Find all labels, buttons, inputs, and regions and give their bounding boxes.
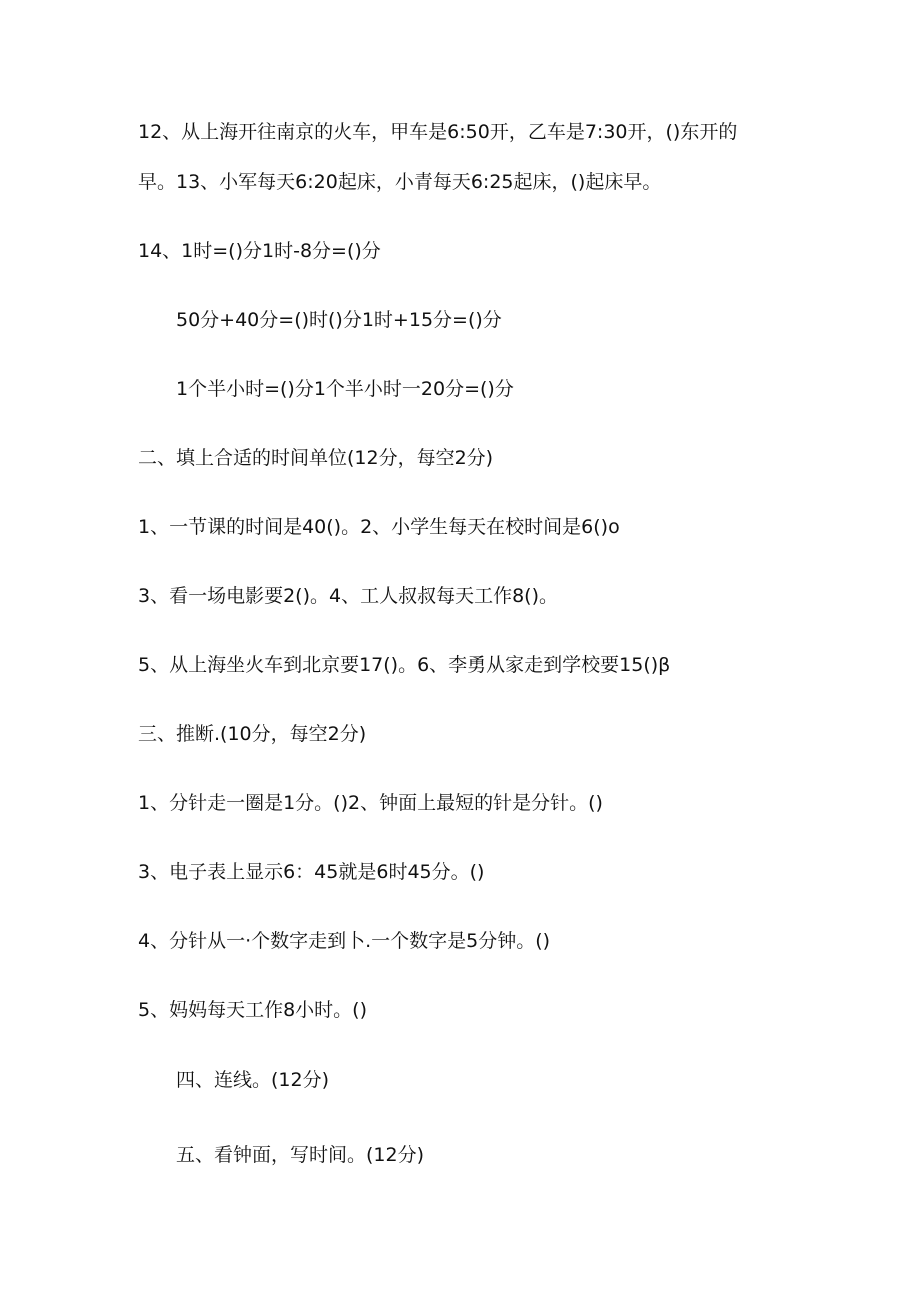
question-12-13-line-2: 早。13、小军每天6:20起床，小青每天6:25起床，()起床早。 <box>138 171 662 193</box>
section-5-heading: 五、看钟面，写时间。(12分) <box>176 1144 425 1166</box>
question-14-line-1: 14、1时=()分1时-8分=()分 <box>138 240 381 262</box>
section-3-q4: 4、分针从一·个数字走到卜.一个数字是5分钟。() <box>138 930 551 952</box>
section-3-heading: 三、推断.(10分，每空2分) <box>138 723 367 745</box>
section-2-q3-q4: 3、看一场电影要2()。4、工人叔叔每天工作8()。 <box>138 585 559 607</box>
section-3-q1-q2: 1、分针走一圈是1分。()2、钟面上最短的针是分针。() <box>138 792 603 814</box>
question-14-line-2: 50分+40分=()时()分1时+15分=()分 <box>176 309 502 331</box>
section-2-heading: 二、填上合适的时间单位(12分，每空2分) <box>138 447 494 469</box>
section-3-q3: 3、电子表上显示6：45就是6时45分。() <box>138 861 485 883</box>
question-14-line-3: 1个半小时=()分1个半小时一20分=()分 <box>176 378 514 400</box>
section-4-heading: 四、连线。(12分) <box>176 1069 330 1091</box>
section-2-q1-q2: 1、一节课的时间是40()。2、小学生每天在校时间是6()o <box>138 516 620 538</box>
question-12-line-1: 12、从上海开往南京的火车，甲车是6:50开，乙车是7:30开，()东开的 <box>138 121 738 143</box>
section-3-q5: 5、妈妈每天工作8小时。() <box>138 999 368 1021</box>
section-2-q5-q6: 5、从上海坐火车到北京要17()。6、李勇从家走到学校要15()β <box>138 654 671 676</box>
